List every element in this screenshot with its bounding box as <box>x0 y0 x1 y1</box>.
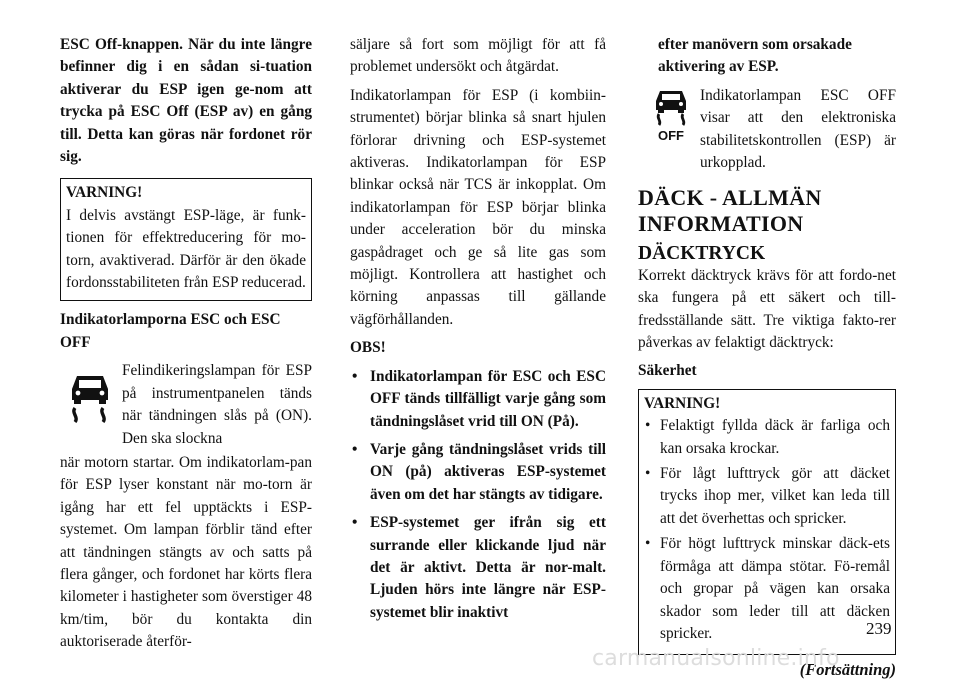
subsection-title: DÄCKTRYCK <box>638 242 766 264</box>
tire-warning-box <box>638 389 896 655</box>
esc-lamp-continuation: när motorn startar. Om indikatorlam-pan för ESP lyser konstant när mo-torn är igång har ett fel upptäckts i ESP-systemet. Om lampan förblir tänd efter att tändningen stängts av och satts på flera gånger, och fordonet har körts flera kilometer i hastigheter som överstiger 48 km/tim, bör du kontakta din auktoriserade återför- <box>60 453 312 651</box>
safety-heading: Säkerhet <box>638 362 697 380</box>
warning-box <box>60 178 312 301</box>
intro-paragraph: ESC Off-knappen. När du inte längre befinner dig i en sådan si-tuation aktiverar du ESP igen ge-nom att trycka på ESC Off (ESP av) en gång till. Detta kan göras när fordonet rör sig. <box>60 36 312 166</box>
obs-list <box>350 366 606 624</box>
esc-lamp-block <box>60 360 312 450</box>
warning-title: VARNING! <box>644 394 721 412</box>
column-1 <box>60 34 312 660</box>
tire-warning-list <box>644 415 890 645</box>
warning-text: I delvis avstängt ESP-läge, är funk-tionen för effektreducering för mo-torn, avaktiverad. Därför är den ökade fordonsstabiliteten från ESP reducerad. <box>66 206 306 292</box>
obs-heading: OBS! <box>350 339 386 357</box>
list-item: • Varje gång tändningslåset vrids till ON (på) aktiveras ESP-systemet även om det har stängts av tidigare. <box>350 439 606 506</box>
off-label: OFF <box>658 127 684 143</box>
bullet-continuation: efter manövern som orsakade aktivering av ESP. <box>658 36 852 76</box>
list-item: • Indikatorlampan för ESC och ESC OFF tänds tillfälligt varje gång som tändningslåset vrid till ON (På). <box>350 366 606 433</box>
page-number: 239 <box>866 619 892 638</box>
esc-off-lamp-block <box>638 85 896 177</box>
tire-pressure-paragraph: Korrekt däcktryck krävs för att fordo-net ska fungera på ett säkert och till-fredsställande sätt. Tre viktiga fakto-rer påverkas av felaktigt däcktryck: <box>638 266 896 352</box>
section-title: DÄCK - ALLMÄN INFORMATION <box>638 184 822 236</box>
continuation-paragraph: säljare så fort som möjligt för att få problemet undersökt och åtgärdat. <box>350 36 606 76</box>
column-2 <box>350 34 606 630</box>
column-3 <box>638 34 896 682</box>
esc-warning-icon <box>60 360 118 436</box>
list-item: • ESP-systemet ger ifrån sig ett surrande eller klickande ljud när det är aktivt. Detta är nor-malt. Ljuden hörs inte längre när ESP-systemet blir inaktivt <box>350 512 606 624</box>
esc-off-icon <box>638 85 696 161</box>
list-item: • För lågt lufttryck gör att däcket trycks ihop mer, vilket kan leda till att det överhettas och spricker. <box>644 463 890 530</box>
lamps-heading: Indikatorlamporna ESC och ESC OFF <box>60 311 281 351</box>
continued-label: (Fortsättning) <box>799 660 896 680</box>
footer-watermark: carmanualsonline.info <box>592 646 840 671</box>
list-item: • Felaktigt fyllda däck är farliga och kan orsaka krockar. <box>644 415 890 460</box>
esc-lamp-text: Felindikeringslampan för ESP på instrumentpanelen tänds när tändningen slås på (ON). Den ska slockna <box>122 362 312 447</box>
esc-off-lamp-text: Indikatorlampan ESC OFF visar att den elektroniska stabilitetskontrollen (ESP) är urkopplad. <box>700 86 896 172</box>
warning-title: VARNING! <box>66 184 143 202</box>
list-item: • För högt lufttryck minskar däck-ets förmåga att dämpa stötar. Fö-remål och gropar på vägen kan orsaka skador som leder till att däcken spricker. <box>644 533 890 645</box>
flashing-paragraph: Indikatorlampan för ESP (i kombiin-strumentet) börjar blinka så snart hjulen förlorar drivning och ESP-systemet aktiveras. Indikatorlampan för ESP blinkar också när TCS är inkopplat. Om indikatorlampan för ESP börjar blinka under acceleration bör du minska gaspådraget och ge så lite gas som möjligt. Kontrollera att hastighet och körning anpassas till gällande vägförhållanden. <box>350 86 606 328</box>
